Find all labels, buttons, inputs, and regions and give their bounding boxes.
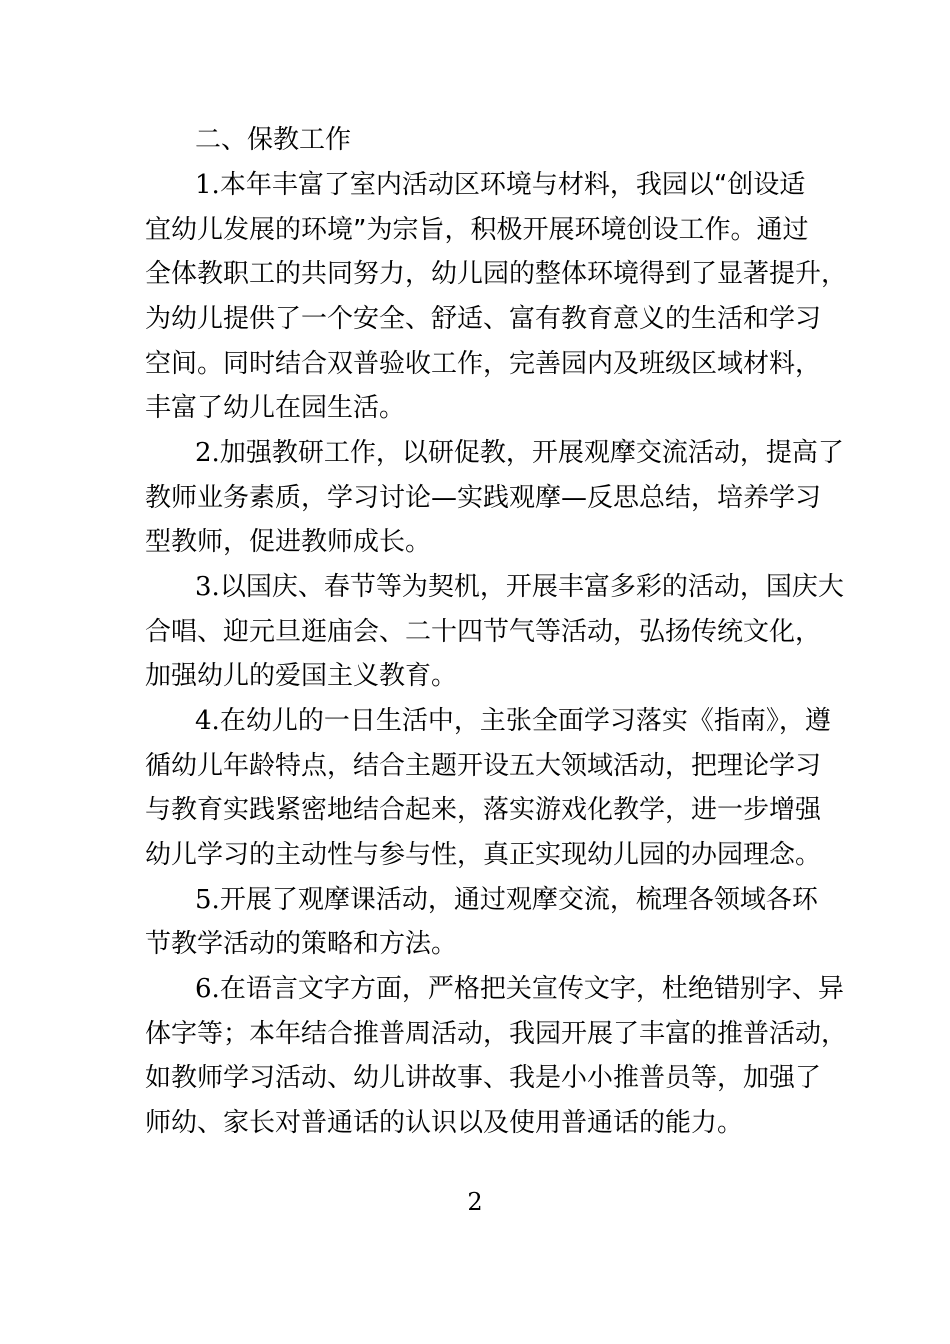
section-heading: 二、保教工作	[195, 125, 352, 155]
paragraph-4-line-1: 4.在幼儿的一日生活中，主张全面学习落实《指南》，遵	[195, 706, 831, 736]
paragraph-2-line-3: 型教师，促进教师成长。	[145, 527, 432, 557]
paragraph-6-line-4: 师幼、家长对普通话的认识以及使用普通话的能力。	[145, 1108, 744, 1138]
paragraph-1-line-3: 全体教职工的共同努力，幼儿园的整体环境得到了显著提升，	[145, 259, 848, 289]
paragraph-5-line-1: 5.开展了观摩课活动，通过观摩交流，梳理各领域各环	[195, 885, 818, 915]
paragraph-4-line-4: 幼儿学习的主动性与参与性，真正实现幼儿园的办园理念。	[145, 840, 822, 870]
paragraph-3-line-1: 3.以国庆、春节等为契机，开展丰富多彩的活动，国庆大	[195, 572, 844, 602]
paragraph-1-number: 1.	[195, 170, 220, 200]
paragraph-4-line-3: 与教育实践紧密地结合起来，落实游戏化教学，进一步增强	[145, 795, 822, 825]
paragraph-6-line-1: 6.在语言文字方面，严格把关宣传文字，杜绝错别字、异	[195, 974, 844, 1004]
paragraph-3-line-2: 合唱、迎元旦逛庙会、二十四节气等活动，弘扬传统文化，	[145, 617, 822, 647]
page-number: 2	[467, 1188, 483, 1216]
paragraph-4-number: 4.	[195, 706, 220, 736]
paragraph-1-line-6: 丰富了幼儿在园生活。	[145, 393, 406, 423]
paragraph-6-line-3: 如教师学习活动、幼儿讲故事、我是小小推普员等，加强了	[145, 1063, 822, 1093]
paragraph-5-line-2: 节教学活动的策略和方法。	[145, 929, 458, 959]
paragraph-1-line-2: 宜幼儿发展的环境”为宗旨，积极开展环境创设工作。通过	[145, 215, 809, 245]
paragraph-4-line-2: 循幼儿年龄特点，结合主题开设五大领域活动，把理论学习	[145, 751, 822, 781]
paragraph-2-line-1: 2.加强教研工作，以研促教，开展观摩交流活动，提高了	[195, 438, 844, 468]
paragraph-5-number: 5.	[195, 885, 220, 915]
paragraph-2-line-2: 教师业务素质，学习讨论—实践观摩—反思总结，培养学习	[145, 483, 822, 513]
paragraph-3-line-3: 加强幼儿的爱国主义教育。	[145, 661, 458, 691]
paragraph-1-line-5: 空间。同时结合双普验收工作，完善园内及班级区域材料，	[145, 349, 822, 379]
paragraph-1-line-1: 1.本年丰富了室内活动区环境与材料，我园以“创设适	[195, 170, 806, 200]
paragraph-6-line-2: 体字等；本年结合推普周活动，我园开展了丰富的推普活动，	[145, 1019, 848, 1049]
paragraph-2-number: 2.	[195, 438, 220, 468]
paragraph-1-line-4: 为幼儿提供了一个安全、舒适、富有教育意义的生活和学习	[145, 304, 822, 334]
paragraph-6-number: 6.	[195, 974, 220, 1004]
paragraph-3-number: 3.	[195, 572, 220, 602]
